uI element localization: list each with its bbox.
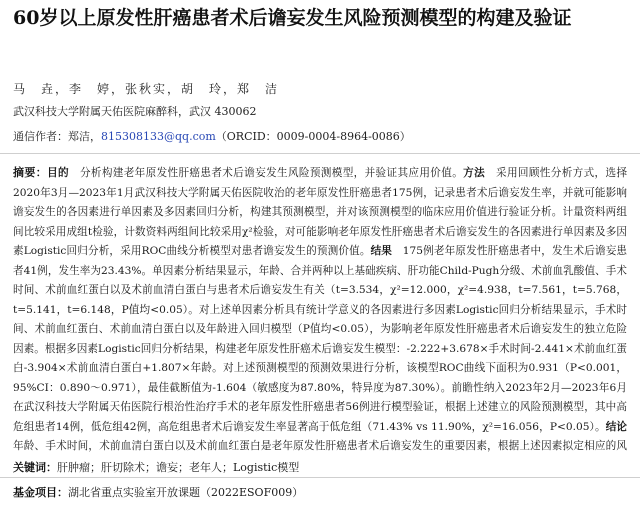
keywords-label: 关键词：	[13, 461, 57, 474]
conclusion-text: 年龄、手术时间，术前血清白蛋白以及术前血红蛋白是老年原发性肝癌患者术后谵妄发生的重要因素，根据上述因素拟定相应的风	[13, 440, 627, 452]
methods-label: 方法	[463, 167, 486, 179]
results-text: 175例老年原发性肝癌患者中，发生术后谵妄患者41例，发生率为23.43%。单因素分析结果显示，年龄、合并两种以上基础疾病、肝功能Child-Pugh分级、术前血乳酸值、手术时间、术前血红蛋白以及术前血清白蛋白与患者术后谵妄发生有关（t=3.534，χ²=12.000，χ²=4.938，t=7.561，t=5.768，t=5.141，t=6.148，P值均<0.05）。对上述单因素分析具有统计学意义的各因素进行多因素Logistic回归分析结果显示，手术时间、术前血红蛋白、术前血清白蛋白以及年龄进入回归模型（P值均<0.05），为影响老年原发性肝癌患者术后谵妄发生的独立危险因素。根据多因素Logistic回归分析结果，构建老年原发性肝癌术后谵妄发生模型：-2.222+3.678×手术时间-2.441×术前血红蛋白-3.904×术前血清白蛋白+1.807×年龄。对上述预测模型的预测效果进行分析，该模型ROC曲线下面积为0.931（P<0.001，95%CI：0.890～0.971），最佳截断值为-1.604（敏感度为87.80%，特异度为87.30%）。前瞻性纳入2023年2月—2023年6月在武汉科技大学附属天佑医院行根治性治疗手术的老年原发性肝癌患者56例进行模型验证，根据上述建立的风险预测模型，其中高危组患者14例，低危组42例，高危组患者术后谵妄发生率显著高于低危组（71.43% vs 11.90%，χ²=16.056，P<0.05）。	[13, 245, 627, 433]
correspondence-label: 通信作者：	[13, 130, 68, 143]
divider-top	[0, 153, 640, 154]
divider-bottom	[0, 477, 640, 478]
conclusion-label: 结论	[605, 420, 627, 433]
orcid: （ORCID：0009-0004-8964-0086）	[215, 130, 411, 143]
keywords	[13, 459, 627, 475]
author-list: 马 垚，李 婷，张秋实，胡 玲，郑 洁	[13, 82, 280, 96]
correspondence	[13, 128, 411, 144]
funding-label: 基金项目：	[13, 486, 68, 499]
abstract	[13, 163, 627, 455]
correspondence-name: 郑洁，	[68, 130, 101, 143]
objective-label: 目的	[47, 167, 69, 179]
objective-text: 分析构建老年原发性肝癌患者术后谵妄发生风险预测模型，并验证其应用价值。	[79, 167, 464, 179]
email-link[interactable]: 815308133@qq.com	[101, 130, 216, 143]
funding	[13, 484, 627, 500]
article-title: 60岁以上原发性肝癌患者术后谵妄发生风险预测模型的构建及验证	[13, 7, 572, 29]
abstract-label: 摘要：	[13, 166, 48, 179]
funding-text: 湖北省重点实验室开放课题（2022ESOF009）	[68, 486, 304, 499]
methods-text: 采用回顾性分析方式，选择2020年3月—2023年1月武汉科技大学附属天佑医院收治的老年原发性肝癌患者175例，记录患者术后谵妄发生率，并就可能影响谵妄发生的各因素进行单因素及多因素回归分析，构建其预测模型，并对该预测模型的临床应用价值进行验证分析。计量资料两组间比较采用成组t检验，计数资料两组间比较采用χ²检验，对可能影响老年原发性肝癌患者术后谵妄发生的各因素进行单因素及多因素Logistic回归分析，采用ROC曲线分析模型对患者谵妄发生的预测价值。	[13, 167, 627, 257]
keywords-text: 肝肿瘤；肝切除术；谵妄；老年人；Logistic模型	[57, 461, 300, 474]
results-label: 结果	[370, 245, 393, 257]
affiliation: 武汉科技大学附属天佑医院麻醉科，武汉 430062	[13, 105, 257, 118]
